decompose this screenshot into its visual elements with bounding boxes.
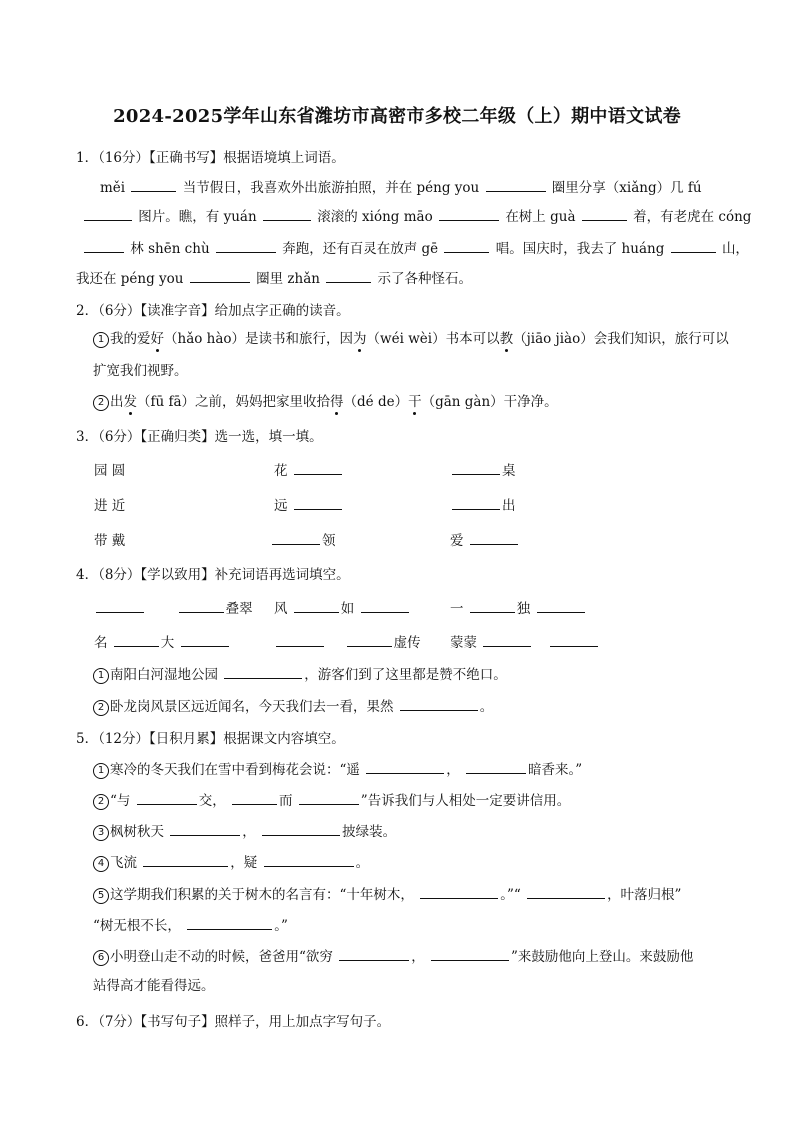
- answer-blank[interactable]: [299, 790, 359, 805]
- q5-text: 而: [279, 793, 293, 809]
- q2-header: 2．（6分）【读准字音】给加点字正确的读音。: [76, 303, 350, 319]
- answer-blank[interactable]: [550, 632, 598, 647]
- dotted-char: 干: [408, 394, 422, 410]
- q5-text: 。: [355, 855, 370, 871]
- q5-text: 。”“: [500, 887, 521, 903]
- q2-text: （hǎo hào）是读书和旅行，因: [164, 331, 354, 347]
- answer-blank[interactable]: [366, 759, 444, 774]
- q1-line-4: [76, 268, 472, 288]
- q2-text: （gān gàn）干净净。: [421, 394, 558, 410]
- answer-blank[interactable]: [452, 495, 500, 510]
- q5-text: 小明登山走不动的时候，爸爸用“欲穷: [110, 949, 333, 965]
- q4-text: ，游客们到了这里都是赞不绝口。: [304, 667, 507, 683]
- q4-sentence-1: [93, 664, 507, 684]
- q1-text: 我还在 péng you: [76, 271, 184, 287]
- q3-fill: [270, 529, 336, 549]
- q3-fill: [450, 494, 516, 514]
- exam-title: 2024-2025学年山东省潍坊市高密市多校二年级（上）期中语文试卷: [113, 106, 681, 127]
- answer-blank[interactable]: [444, 238, 489, 253]
- q5-text: ”告诉我们与人相处一定要讲信用。: [360, 793, 571, 809]
- q1-header: 1．（16分）【正确书写】根据语境填上词语。: [76, 150, 345, 166]
- answer-blank[interactable]: [294, 460, 342, 475]
- q1-text: 着，有老虎在 cóng: [633, 209, 752, 225]
- answer-blank[interactable]: [486, 177, 546, 192]
- q1-text: 山，: [721, 241, 749, 257]
- q5-text: ”来鼓励他向上登山。来鼓励他: [511, 949, 694, 965]
- q1-text: 林 shēn chù: [130, 241, 210, 257]
- item-number: 3: [93, 825, 109, 841]
- q5-text: ，: [446, 762, 460, 778]
- q3-char: 领: [322, 533, 336, 549]
- answer-blank[interactable]: [470, 598, 515, 613]
- q5-text: 枫树秋天: [110, 824, 164, 840]
- q4-word: 名: [94, 635, 108, 651]
- q5-text: “树无根不长，: [93, 918, 181, 934]
- item-number: 2: [93, 395, 109, 411]
- q4-word: 蒙蒙: [450, 635, 477, 651]
- q1-text: 奔跑，还有百灵在放声 gē: [282, 241, 439, 257]
- q5-text: “与: [110, 793, 131, 809]
- q1-text: 圈里分享（xiǎng）几 fú: [551, 180, 702, 196]
- answer-blank[interactable]: [131, 177, 176, 192]
- q3-fill: [274, 494, 344, 514]
- item-number: 2: [93, 794, 109, 810]
- answer-blank[interactable]: [84, 238, 124, 253]
- answer-blank[interactable]: [262, 821, 340, 836]
- answer-blank[interactable]: [452, 460, 500, 475]
- answer-blank[interactable]: [431, 946, 509, 961]
- q4-word: 大: [160, 635, 175, 651]
- item-number: 6: [93, 950, 109, 966]
- dotted-char: 得: [330, 394, 344, 410]
- q5-text: 寒冷的冬天我们在雪中看到梅花会说：“遥: [110, 762, 360, 778]
- item-number: 1: [93, 668, 109, 684]
- q2-text: 我的爱: [110, 331, 151, 347]
- q1-text: 唱。国庆时，我去了 huáng: [495, 241, 665, 257]
- answer-blank[interactable]: [347, 632, 392, 647]
- q5-text: 。”: [274, 918, 288, 934]
- q5-text: ，: [242, 824, 256, 840]
- answer-blank[interactable]: [272, 530, 320, 545]
- q1-line-3: [82, 238, 749, 258]
- q4-word: 独: [516, 601, 531, 617]
- q3-char: 出: [502, 498, 516, 514]
- q1-text: 在树上 guà: [505, 209, 576, 225]
- dotted-char: 教: [499, 331, 514, 347]
- q4-idiom-3: [450, 597, 587, 617]
- q1-text: 示了各种怪石。: [377, 271, 473, 287]
- q3-word-pair: 进 近: [94, 498, 126, 514]
- q3-fill: [450, 459, 516, 479]
- answer-blank[interactable]: [264, 852, 354, 867]
- answer-blank[interactable]: [420, 884, 498, 899]
- answer-blank[interactable]: [143, 852, 228, 867]
- q4-text: 南阳白河湿地公园: [110, 667, 218, 683]
- item-number: 1: [93, 332, 109, 348]
- answer-blank[interactable]: [439, 206, 499, 221]
- answer-blank[interactable]: [466, 759, 526, 774]
- q5-item-5: [93, 884, 681, 904]
- answer-blank[interactable]: [339, 946, 409, 961]
- q2-text: （fū fā）之前，妈妈把家里收拾: [137, 394, 331, 410]
- q1-text: 滚滚的 xióng māo: [317, 209, 433, 225]
- q5-item-1: [93, 759, 582, 779]
- answer-blank[interactable]: [224, 664, 302, 679]
- answer-blank[interactable]: [671, 238, 716, 253]
- q4-header: 4．（8分）【学以致用】补充词语再选词填空。: [76, 567, 350, 583]
- q5-text: ，叶落归根”: [607, 887, 682, 903]
- item-number: 1: [93, 763, 109, 779]
- answer-blank[interactable]: [326, 268, 371, 283]
- q5-text: 暗香来。”: [528, 762, 583, 778]
- q4-sentence-2: [93, 696, 493, 716]
- answer-blank[interactable]: [216, 238, 276, 253]
- answer-blank[interactable]: [294, 598, 339, 613]
- answer-blank[interactable]: [400, 696, 478, 711]
- q4-idiom-4: [94, 631, 231, 651]
- q6-header: 6．（7分）【书写句子】照样子，用上加点字写句子。: [76, 1014, 391, 1030]
- answer-blank[interactable]: [483, 632, 531, 647]
- q1-text: měi: [100, 180, 126, 196]
- q3-header: 3．（6分）【正确归类】选一选，填一填。: [76, 429, 323, 445]
- q1-text: 圈里 zhǎn: [256, 271, 320, 287]
- answer-blank[interactable]: [527, 884, 605, 899]
- answer-blank[interactable]: [96, 598, 144, 613]
- answer-blank[interactable]: [181, 632, 229, 647]
- q5-text: 交，: [198, 793, 226, 809]
- q5-text: 披绿装。: [342, 824, 397, 840]
- answer-blank[interactable]: [170, 821, 240, 836]
- answer-blank[interactable]: [537, 598, 585, 613]
- q4-idiom-2: [274, 597, 411, 617]
- answer-blank[interactable]: [263, 206, 311, 221]
- q2-line-2: [93, 393, 558, 411]
- answer-blank[interactable]: [114, 632, 159, 647]
- q5-item-2: [93, 790, 570, 810]
- q2-text: （dé de）: [343, 394, 409, 410]
- answer-blank[interactable]: [470, 530, 518, 545]
- answer-blank[interactable]: [361, 598, 409, 613]
- q3-word-pair: 带 戴: [94, 533, 126, 549]
- answer-blank[interactable]: [232, 790, 277, 805]
- q5-text: 飞流: [110, 855, 137, 871]
- q5-item-4: [93, 852, 369, 872]
- item-number: 5: [93, 888, 109, 904]
- q5-item-6: [93, 946, 693, 966]
- answer-blank[interactable]: [179, 598, 224, 613]
- answer-blank[interactable]: [294, 495, 342, 510]
- q5-item-6b: 站得高才能看得远。: [93, 978, 215, 994]
- answer-blank[interactable]: [276, 632, 324, 647]
- answer-blank[interactable]: [187, 915, 272, 930]
- q5-item-3: [93, 821, 396, 841]
- q1-line-2: [82, 206, 751, 226]
- q4-text: 卧龙岗风景区远近闻名，今天我们去一看，果然: [110, 699, 394, 715]
- dotted-char: 好: [150, 331, 164, 347]
- q2-text: 出: [110, 394, 124, 410]
- q2-line-1: [93, 330, 729, 348]
- q3-fill: [450, 529, 520, 549]
- q5-header: 5．（12分）【日积月累】根据课文内容填空。: [76, 731, 345, 747]
- q4-idiom-6: [450, 631, 600, 651]
- q5-text: ，疑: [230, 855, 258, 871]
- q4-idiom-5: [274, 631, 421, 651]
- item-number: 4: [93, 856, 109, 872]
- answer-blank[interactable]: [582, 206, 627, 221]
- q3-char: 远: [274, 498, 288, 514]
- dotted-char: 发: [123, 394, 137, 410]
- q2-line-1b: 扩宽我们视野。: [93, 363, 188, 379]
- dotted-char: 为: [353, 331, 367, 347]
- q5-text: 这学期我们积累的关于树木的名言有：“十年树木，: [110, 887, 414, 903]
- q4-text: 。: [479, 699, 494, 715]
- q3-fill: [274, 459, 344, 479]
- q4-idiom-row-1: [94, 597, 253, 617]
- q5-text: ，: [411, 949, 425, 965]
- q4-word: 如: [340, 601, 355, 617]
- q2-text: （wéi wèi）书本可以: [366, 331, 500, 347]
- q4-word: 风: [274, 601, 288, 617]
- q4-word: 一: [450, 601, 464, 617]
- answer-blank[interactable]: [137, 790, 197, 805]
- q1-line-1: [100, 177, 702, 197]
- item-number: 2: [93, 700, 109, 716]
- q3-char: 桌: [502, 463, 516, 479]
- q3-char: 爱: [450, 533, 464, 549]
- q5-item-5b: [93, 915, 288, 935]
- q4-word: 叠翠: [225, 601, 253, 617]
- answer-blank[interactable]: [190, 268, 250, 283]
- answer-blank[interactable]: [84, 206, 132, 221]
- q3-word-pair: 园 圆: [94, 463, 126, 479]
- q1-text: 当节假日，我喜欢外出旅游拍照，并在 péng you: [182, 180, 480, 196]
- q3-char: 花: [274, 463, 288, 479]
- q4-word: 虚传: [393, 635, 421, 651]
- q2-text: （jiāo jiào）会我们知识，旅行可以: [513, 331, 729, 347]
- q1-text: 图片。瞧，有 yuán: [138, 209, 257, 225]
